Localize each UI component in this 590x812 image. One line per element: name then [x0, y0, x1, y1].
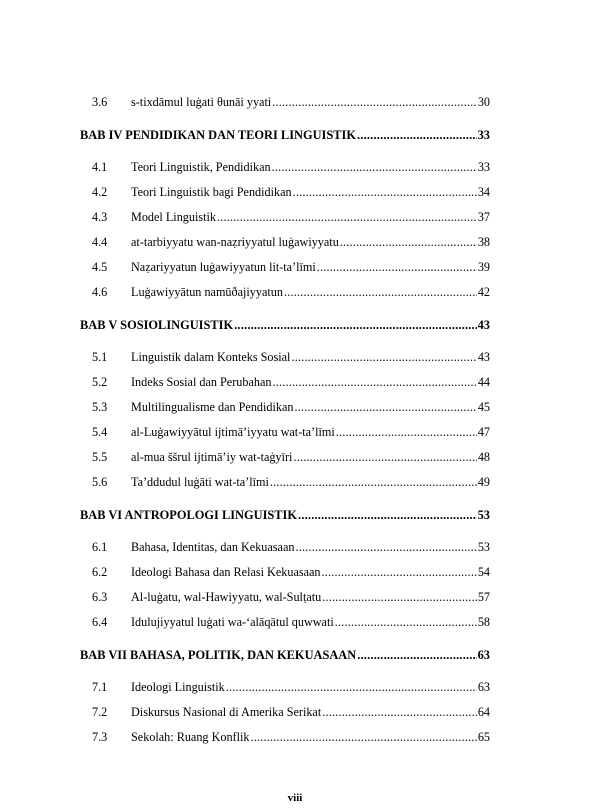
toc-chapter-page: 33	[477, 128, 490, 142]
toc-entry-title: Model Linguistik	[131, 210, 216, 224]
toc-entry-5-6	[92, 474, 490, 490]
toc-chapter-title: BAB V SOSIOLINGUISTIK	[80, 318, 234, 332]
toc-entry-page: 57	[477, 590, 490, 604]
toc-entry-number: 5.1	[92, 350, 108, 364]
toc-entry-5-4	[92, 424, 490, 440]
toc-entry-page: 37	[477, 210, 490, 224]
toc-entry-number: 6.3	[92, 590, 108, 604]
dot-leader	[357, 127, 477, 143]
toc-entry-title: Naẓariyyatun luġawiyyatun lit-ta’līmi	[131, 260, 316, 274]
toc-entry-4-6	[92, 284, 490, 300]
toc-entry-page: 42	[477, 285, 490, 299]
toc-chapter-title: BAB IV PENDIDIKAN DAN TEORI LINGUISTIK	[80, 128, 356, 142]
toc-entry-page: 54	[477, 565, 490, 579]
toc-entry-page: 39	[477, 260, 490, 274]
dot-leader	[272, 94, 477, 110]
dot-leader	[250, 729, 476, 745]
toc-entry-page: 49	[477, 475, 490, 489]
toc-entry-page: 30	[477, 95, 490, 109]
page-number: viii	[287, 792, 303, 804]
toc-entry-6-3	[92, 589, 490, 605]
toc-entry-7-3	[92, 729, 490, 745]
toc-chapter-page: 63	[477, 648, 490, 662]
toc-entry-4-4	[92, 234, 490, 250]
dot-leader	[294, 399, 476, 415]
dot-leader	[226, 679, 477, 695]
dot-leader	[336, 424, 477, 440]
dot-leader	[234, 317, 476, 333]
toc-chapter-title: BAB VII BAHASA, POLITIK, DAN KEKUASAAN	[80, 648, 357, 662]
toc-entry-number: 4.4	[92, 235, 108, 249]
toc-entry-number: 4.2	[92, 185, 108, 199]
toc-entry-page: 63	[477, 680, 490, 694]
toc-entry-page: 38	[477, 235, 490, 249]
toc-chapter-page: 53	[477, 508, 490, 522]
dot-leader	[298, 507, 477, 523]
toc-entry-number: 4.5	[92, 260, 108, 274]
toc-entry-title: Luġawiyyātun namūðajiyyatun	[131, 285, 283, 299]
toc-chapter-4	[80, 127, 490, 143]
toc-entry-title: Indeks Sosial dan Perubahan	[131, 375, 272, 389]
dot-leader	[340, 234, 477, 250]
dot-leader	[317, 259, 477, 275]
toc-entry-page: 48	[477, 450, 490, 464]
toc-entry-title: at-tarbiyyatu wan-naẓriyyatul luġawiyyatu	[131, 235, 339, 249]
toc-entry-number: 5.3	[92, 400, 108, 414]
toc-entry-title: Linguistik dalam Konteks Sosial	[131, 350, 291, 364]
toc-entry-page: 58	[477, 615, 490, 629]
toc-entry-page: 64	[477, 705, 490, 719]
toc-entry-title: Ideologi Linguistik	[131, 680, 225, 694]
dot-leader	[322, 564, 477, 580]
toc-entry-title: Teori Linguistik, Pendidikan	[131, 160, 271, 174]
toc-entry-6-4	[92, 614, 490, 630]
toc-entry-number: 6.4	[92, 615, 108, 629]
toc-chapter-7	[80, 647, 490, 663]
toc-entry-page: 34	[477, 185, 490, 199]
toc-entry-page: 47	[477, 425, 490, 439]
toc-entry-number: 4.6	[92, 285, 108, 299]
toc-entry-5-2	[92, 374, 490, 390]
toc-entry-7-2	[92, 704, 490, 720]
toc-entry-title: Bahasa, Identitas, dan Kekuasaan	[131, 540, 295, 554]
toc-entry-number: 5.6	[92, 475, 108, 489]
toc-entry-page: 45	[477, 400, 490, 414]
toc-entry-6-2	[92, 564, 490, 580]
toc-entry-page: 65	[477, 730, 490, 744]
toc-entry-3-6	[92, 94, 490, 110]
dot-leader	[284, 284, 477, 300]
dot-leader	[217, 209, 477, 225]
toc-chapter-page: 43	[477, 318, 490, 332]
toc-entry-title: s-tixdāmul luġati θunāi yyati	[131, 95, 272, 109]
toc-entry-title: Ta’ddudul luġāti wat-ta’līmi	[131, 475, 269, 489]
toc-entry-number: 4.3	[92, 210, 108, 224]
toc-entry-title: Diskursus Nasional di Amerika Serikat	[131, 705, 322, 719]
toc-entry-4-5	[92, 259, 490, 275]
toc-entry-number: 6.2	[92, 565, 108, 579]
toc-entry-number: 5.5	[92, 450, 108, 464]
toc-entry-title: al-Luġawiyyātul ijtimā’iyyatu wat-ta’līmi	[131, 425, 335, 439]
toc-entry-title: Multilingualisme dan Pendidikan	[131, 400, 294, 414]
toc-entry-number: 5.4	[92, 425, 108, 439]
toc-entry-number: 7.3	[92, 730, 108, 744]
dot-leader	[291, 349, 476, 365]
toc-chapter-title: BAB VI ANTROPOLOGI LINGUISTIK	[80, 508, 298, 522]
toc-entry-title: Teori Linguistik bagi Pendidikan	[131, 185, 292, 199]
toc-entry-7-1	[92, 679, 490, 695]
toc-entry-title: Idulujiyyatul luġati wa-‘alāqātul quwwati	[131, 615, 334, 629]
toc-entry-5-3	[92, 399, 490, 415]
toc-entry-6-1	[92, 539, 490, 555]
toc-chapter-6	[80, 507, 490, 523]
toc-entry-4-3	[92, 209, 490, 225]
toc-entry-page: 43	[477, 350, 490, 364]
toc-chapter-5	[80, 317, 490, 333]
toc-entry-number: 3.6	[92, 95, 108, 109]
dot-leader	[322, 589, 477, 605]
toc-entry-page: 53	[477, 540, 490, 554]
toc-entry-title: Ideologi Bahasa dan Relasi Kekuasaan	[131, 565, 321, 579]
toc-entry-page: 33	[477, 160, 490, 174]
toc-entry-number: 6.1	[92, 540, 108, 554]
dot-leader	[272, 159, 477, 175]
toc-entry-5-5	[92, 449, 490, 465]
toc-entry-4-1	[92, 159, 490, 175]
toc-entry-page: 44	[477, 375, 490, 389]
dot-leader	[293, 184, 477, 200]
toc-entry-title: Sekolah: Ruang Konflik	[131, 730, 250, 744]
toc-entry-4-2	[92, 184, 490, 200]
toc-entry-title: Al-luġatu, wal-Hawiyyatu, wal-Sulṭatu	[131, 590, 322, 604]
dot-leader	[335, 614, 477, 630]
toc-entry-title: al-mua ššrul ijtimā’iy wat-taġyīri	[131, 450, 293, 464]
toc-entry-5-1	[92, 349, 490, 365]
toc-entry-number: 5.2	[92, 375, 108, 389]
dot-leader	[357, 647, 476, 663]
dot-leader	[270, 474, 477, 490]
dot-leader	[293, 449, 476, 465]
dot-leader	[295, 539, 476, 555]
toc-entry-number: 7.2	[92, 705, 108, 719]
dot-leader	[322, 704, 477, 720]
toc-entry-number: 7.1	[92, 680, 108, 694]
toc-entry-number: 4.1	[92, 160, 108, 174]
dot-leader	[272, 374, 476, 390]
